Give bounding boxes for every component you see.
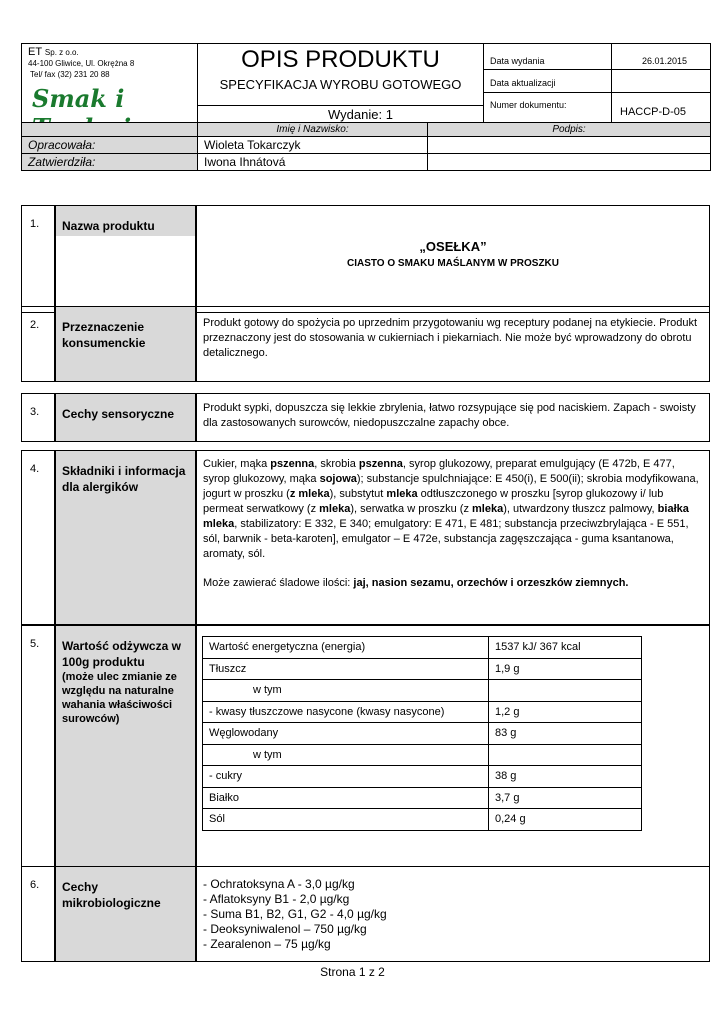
company-info-cell <box>21 43 198 123</box>
product-description: CIASTO O SMAKU MAŚLANYM W PROSZKU <box>346 258 560 269</box>
nutrition-name: Białko <box>203 787 489 809</box>
company-phone: Tel/ fax (32) 231 20 88 <box>30 70 110 79</box>
approved-signature-cell <box>427 153 711 171</box>
approved-name: Iwona Ihnátová <box>204 155 286 169</box>
prepared-signature-cell <box>427 136 711 154</box>
nutrition-name: Wartość energetyczna (energia) <box>203 637 489 659</box>
update-label-cell <box>483 69 612 93</box>
nutrition-name: - cukry <box>203 766 489 788</box>
prepared-label: Opracowała: <box>28 138 96 152</box>
nutrition-row <box>203 744 642 766</box>
name-col-header <box>197 122 428 137</box>
microbiology-item: - Suma B1, B2, G1, G2 - 4,0 µg/kg <box>203 907 387 921</box>
nutrition-name: Węglowodany <box>203 723 489 745</box>
nutrition-value <box>489 744 642 766</box>
sign-blank-cell <box>21 122 198 137</box>
nutrition-name: w tym <box>203 744 489 766</box>
nutrition-row <box>203 787 642 809</box>
approved-label: Zatwierdziła: <box>28 155 96 169</box>
name-col-label: Imię i Nazwisko: <box>276 124 349 135</box>
section-4-value <box>196 450 710 625</box>
section-4-number: 4. <box>21 450 55 625</box>
update-value <box>612 70 710 78</box>
section-3-value: Produkt sypki, dopuszcza się lekkie zbrylenia, łatwo rozsypujące się pod naciskiem. Zapach - swoisty dla zastosowanych surowców, niedopuszczalne zapachy obce. <box>196 393 710 442</box>
microbiology-item: - Zearalenon – 75 µg/kg <box>203 937 331 951</box>
microbiology-list <box>203 877 703 952</box>
microbiology-item: - Deoksyniwalenol – 750 µg/kg <box>203 922 367 936</box>
section-5-note: (może ulec zmianie ze względu na naturalne wahania właściwości surowców) <box>62 671 177 725</box>
prepared-label-cell <box>21 136 198 154</box>
section-6-value <box>196 866 710 962</box>
nutrition-value: 1,9 g <box>489 658 642 680</box>
page-number: Strona 1 z 2 <box>320 965 385 979</box>
nutrition-name: Sól <box>203 809 489 831</box>
section-2-value: Produkt gotowy do spożycia po uprzednim przygotowaniu wg receptury podanej na etykiecie. Produkt przeznaczony jest do stosowania w cukierniach i piekarniach. Nie może być wprowadzony do obrotu detalicznego. <box>196 306 710 382</box>
microbiology-item: - Ochratoksyna A - 3,0 µg/kg <box>203 877 355 891</box>
doc-title: OPIS PRODUKTU <box>241 46 440 73</box>
product-name: „OSEŁKA” <box>419 239 487 254</box>
section-1-number: 1. <box>21 205 55 313</box>
issue-date-label: Data wydania <box>490 56 545 66</box>
update-label: Data aktualizacji <box>490 78 556 88</box>
nutrition-value: 1,2 g <box>489 701 642 723</box>
nutrition-name: - kwasy tłuszczowe nasycone (kwasy nasycone) <box>203 701 489 723</box>
section-3-number: 3. <box>21 393 55 442</box>
microbiology-item: - Aflatoksyny B1 - 2,0 µg/kg <box>203 892 350 906</box>
nutrition-row <box>203 809 642 831</box>
doc-number-label-cell <box>483 92 612 123</box>
issue-date-label-cell <box>483 43 612 70</box>
doc-number-label: Numer dokumentu: <box>490 100 567 110</box>
company-name: ET <box>28 46 42 58</box>
nutrition-row <box>203 637 642 659</box>
company-address: 44-100 Gliwice, Ul. Okrężna 8 <box>28 59 135 68</box>
nutrition-table <box>202 636 642 831</box>
company-logo: Smak i <box>32 84 125 113</box>
section-6-label: Cechy mikrobiologiczne <box>55 866 196 962</box>
prepared-name: Wioleta Tokarczyk <box>204 138 301 152</box>
nutrition-value: 3,7 g <box>489 787 642 809</box>
section-5-label-cell <box>55 625 196 867</box>
nutrition-row <box>203 701 642 723</box>
section-2-label: Przeznaczenie konsumenckie <box>55 306 196 382</box>
doc-number-value-cell <box>611 92 711 123</box>
nutrition-name: w tym <box>203 680 489 702</box>
nutrition-row <box>203 723 642 745</box>
nutrition-name: Tłuszcz <box>203 658 489 680</box>
doc-number-value: HACCP-D-05 <box>620 106 687 118</box>
section-1-value <box>196 205 710 313</box>
issue-date-value: 26.01.2015 <box>642 56 688 66</box>
nutrition-row <box>203 658 642 680</box>
signature-col-header <box>427 122 711 137</box>
prepared-name-cell <box>197 136 428 154</box>
section-4-label: Składniki i informacja dla alergików <box>55 450 196 625</box>
signature-col-label: Podpis: <box>552 124 586 135</box>
section-6-number: 6. <box>21 866 55 962</box>
approved-label-cell <box>21 153 198 171</box>
ingredients-text: Cukier, mąka pszenna, skrobia pszenna, syrop glukozowy, preparat emulgujący (E 472b, E 477, syrop glukozowy, mąka sojowa); substancje spulchniające: E 450(i), E 500(ii); skrobia modyfikowana, jogurt w proszku (z mleka), substytut mleka odtłuszczonego w proszku [syrop glukozowy i/ lub permeat serwatkowy (z mleka), serwatka w proszku (z mleka), utwardzony tłuszcz palmowy, białka mleka, stabilizatory: E 332, E 340; emulgatory: E 471, E 481; substancja przeciwzbrylająca - E 551, sól, barwnik - beta-karoten], emulgator – E 472e, substancja zagęszczająca - guma ksantanowa, aromaty, sól. <box>203 458 699 560</box>
edition: Wydanie: 1 <box>328 107 393 122</box>
section-5-label: Wartość odżywcza w 100g produktu <box>62 639 181 669</box>
nutrition-value: 0,24 g <box>489 809 642 831</box>
section-5-number: 5. <box>21 625 55 867</box>
nutrition-value: 1537 kJ/ 367 kcal <box>489 637 642 659</box>
nutrition-row <box>203 766 642 788</box>
edition-cell <box>197 105 484 123</box>
nutrition-value: 83 g <box>489 723 642 745</box>
section-3-label: Cechy sensoryczne <box>55 393 196 442</box>
doc-subtitle: SPECYFIKACJA WYROBU GOTOWEGO <box>219 77 462 92</box>
approved-name-cell <box>197 153 428 171</box>
section-1-label: Nazwa produktu <box>55 205 196 313</box>
section-2-number: 2. <box>21 306 55 382</box>
allergen-traces: Może zawierać śladowe ilości: jaj, nasion sezamu, orzechów i orzeszków ziemnych. <box>203 577 629 589</box>
nutrition-row <box>203 680 642 702</box>
company-form: Sp. z o.o. <box>44 48 79 57</box>
nutrition-value <box>489 680 642 702</box>
issue-date-value-cell <box>611 43 711 70</box>
nutrition-value: 38 g <box>489 766 642 788</box>
update-value-cell <box>611 69 711 93</box>
